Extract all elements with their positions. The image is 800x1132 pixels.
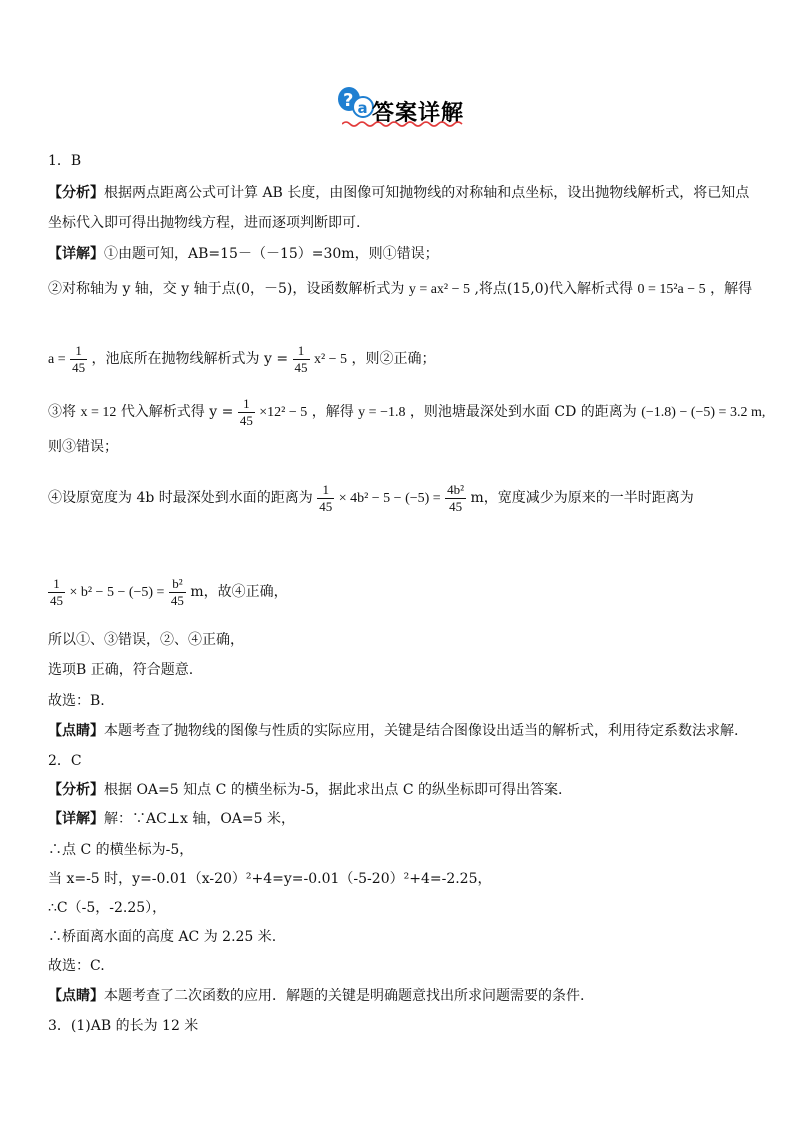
- svg-text:?: ?: [343, 90, 354, 111]
- q2-detail-line3: 当 x=-5 时，y=-0.01（x-20）²+4=y=-0.01（-5-20）²+4=-2.25，: [48, 871, 492, 887]
- q1-detail-line10: 故选：B.: [48, 693, 105, 709]
- q1-detail-line9: 选项B 正确，符合题意.: [48, 662, 194, 678]
- q1-l3-a: a =: [48, 352, 66, 368]
- q1-l4-x: x = 12: [80, 405, 117, 421]
- q1-l2-text-a: ②对称轴为 y 轴，交 y 轴于点(0，－5)，设函数解析式为: [48, 281, 405, 297]
- q1-l7-eq: × b² − 5 − (−5) =: [69, 585, 165, 601]
- q1-l6-eq: × 4b² − 5 − (−5) =: [338, 491, 441, 507]
- q2-detail-line5: ∴桥面离水面的高度 AC 为 2.25 米.: [48, 929, 277, 945]
- frac-den: 45: [50, 592, 63, 608]
- frac-num: 1: [238, 397, 255, 413]
- q1-analysis-tag: 【分析】: [48, 185, 104, 201]
- q1-l4-text-a: ③将: [48, 404, 76, 421]
- q1-analysis-line1: [48, 183, 749, 203]
- fraction-1-45: [48, 577, 65, 607]
- q2-analysis-tag: 【分析】: [48, 782, 104, 798]
- frac-num: 1: [317, 483, 334, 499]
- q1-l6-text-c: m，宽度减少为原来的一半时距离为: [470, 490, 694, 507]
- q1-detail-line1: [48, 244, 439, 264]
- q1-detail-line4: [48, 397, 765, 427]
- fraction-1-45: [293, 344, 310, 374]
- q1-detail-line5: 则③错误；: [48, 439, 118, 455]
- q1-l2-eq2: 0 = 15²a − 5: [637, 282, 706, 297]
- q2-detail-line6: 故选：C.: [48, 958, 105, 974]
- q2-detail-line4: ∴C（-5，-2.25），: [48, 900, 167, 916]
- q1-l7-text-c: m，故④正确，: [190, 584, 288, 601]
- q1-comment-tag: 【点睛】: [48, 723, 104, 739]
- q1-analysis-text1: 根据两点距离公式可计算 AB 长度，由图像可知抛物线的对称轴和点坐标，设出抛物线解析式，将已知点: [104, 185, 750, 201]
- fraction-b2-45: [169, 577, 186, 607]
- q1-l3-text-d: ，则②正确；: [351, 351, 436, 368]
- frac-num: 1: [70, 344, 87, 360]
- q1-l3-text-b: ，池底所在抛物线解析式为 y =: [91, 351, 289, 368]
- q1-l4-text-e: ，则池塘最深处到水面 CD 的距离为: [409, 404, 637, 421]
- q1-detail-line8: 所以①、③错误，②、④正确，: [48, 632, 244, 648]
- q1-l4-eq: ×12² − 5: [259, 405, 308, 421]
- frac-num: 4b²: [447, 482, 465, 497]
- frac-num: b²: [169, 577, 186, 593]
- q2-comment-text: 本题考查了二次函数的应用．解题的关键是明确题意找出所求问题需要的条件.: [104, 988, 585, 1004]
- q1-l4-result: (−1.8) − (−5) = 3.2 m,: [641, 405, 766, 421]
- q1-analysis-line2: 坐标代入即可得出抛物线方程，进而逐项判断即可.: [48, 215, 361, 231]
- q1-detail-line3: [48, 344, 436, 374]
- q1-heading: 1．B: [48, 153, 82, 169]
- q1-detail-line6: [48, 483, 694, 513]
- q1-l6-text-a: ④设原宽度为 4b 时最深处到水面的距离为: [48, 490, 313, 507]
- frac-num: 1: [293, 344, 310, 360]
- frac-den: 45: [170, 592, 184, 608]
- q1-l2-text-b: ,将点(15,0)代入解析式得: [474, 281, 634, 297]
- wavy-underline: [342, 120, 467, 128]
- q2-detail-line1: [48, 809, 295, 829]
- q1-l4-y: y = −1.8: [358, 405, 406, 421]
- q1-l3-eq: x² − 5: [313, 352, 348, 368]
- q2-comment-tag: 【点睛】: [48, 988, 104, 1004]
- frac-den: 45: [449, 498, 463, 514]
- q2-detail-line2: ∴点 C 的横坐标为-5，: [48, 842, 194, 858]
- frac-den: 45: [319, 498, 333, 514]
- q1-l4-text-d: ，解得: [311, 404, 354, 421]
- q1-detail-line2: [48, 279, 752, 300]
- q1-detail-line7: [48, 577, 288, 607]
- q3-heading: 3．(1)AB 的长为 12 米: [48, 1018, 199, 1034]
- q1-l4-text-b: 代入解析式得 y =: [120, 404, 234, 421]
- page-title: 答案详解: [372, 101, 465, 126]
- frac-den: 45: [72, 359, 86, 375]
- frac-num: 1: [48, 577, 65, 593]
- answer-header: [334, 82, 474, 130]
- q1-l2-eq1: y = ax² − 5: [408, 282, 471, 297]
- q2-comment: [48, 986, 584, 1006]
- q2-analysis: [48, 780, 562, 800]
- q2-detail-tag: 【详解】: [48, 811, 104, 827]
- frac-den: 45: [294, 359, 308, 375]
- q1-comment: [48, 721, 738, 741]
- q1-detail-tag: 【详解】: [48, 246, 104, 262]
- q2-analysis-text: 根据 OA=5 知点 C 的横坐标为-5，据此求出点 C 的纵坐标即可得出答案.: [104, 782, 563, 798]
- fraction-1-45: [238, 397, 255, 427]
- frac-den: 45: [239, 412, 253, 428]
- fraction-1-45: [317, 483, 334, 513]
- q1-l2-text-c: ，解得: [710, 281, 753, 297]
- q2-detail-text1: 解：∵AC⊥x 轴，OA=5 米，: [104, 811, 296, 827]
- fraction-4b2-45: [445, 483, 466, 513]
- q2-heading: 2．C: [48, 753, 82, 769]
- svg-text:a: a: [357, 99, 368, 117]
- q1-comment-text: 本题考查了抛物线的图像与性质的实际应用，关键是结合图像设出适当的解析式，利用待定系数法求解.: [104, 723, 739, 739]
- q1-detail-text1: ①由题可知，AB=15－（－15）=30m，则①错误；: [104, 246, 439, 262]
- fraction-1-45: [70, 344, 87, 374]
